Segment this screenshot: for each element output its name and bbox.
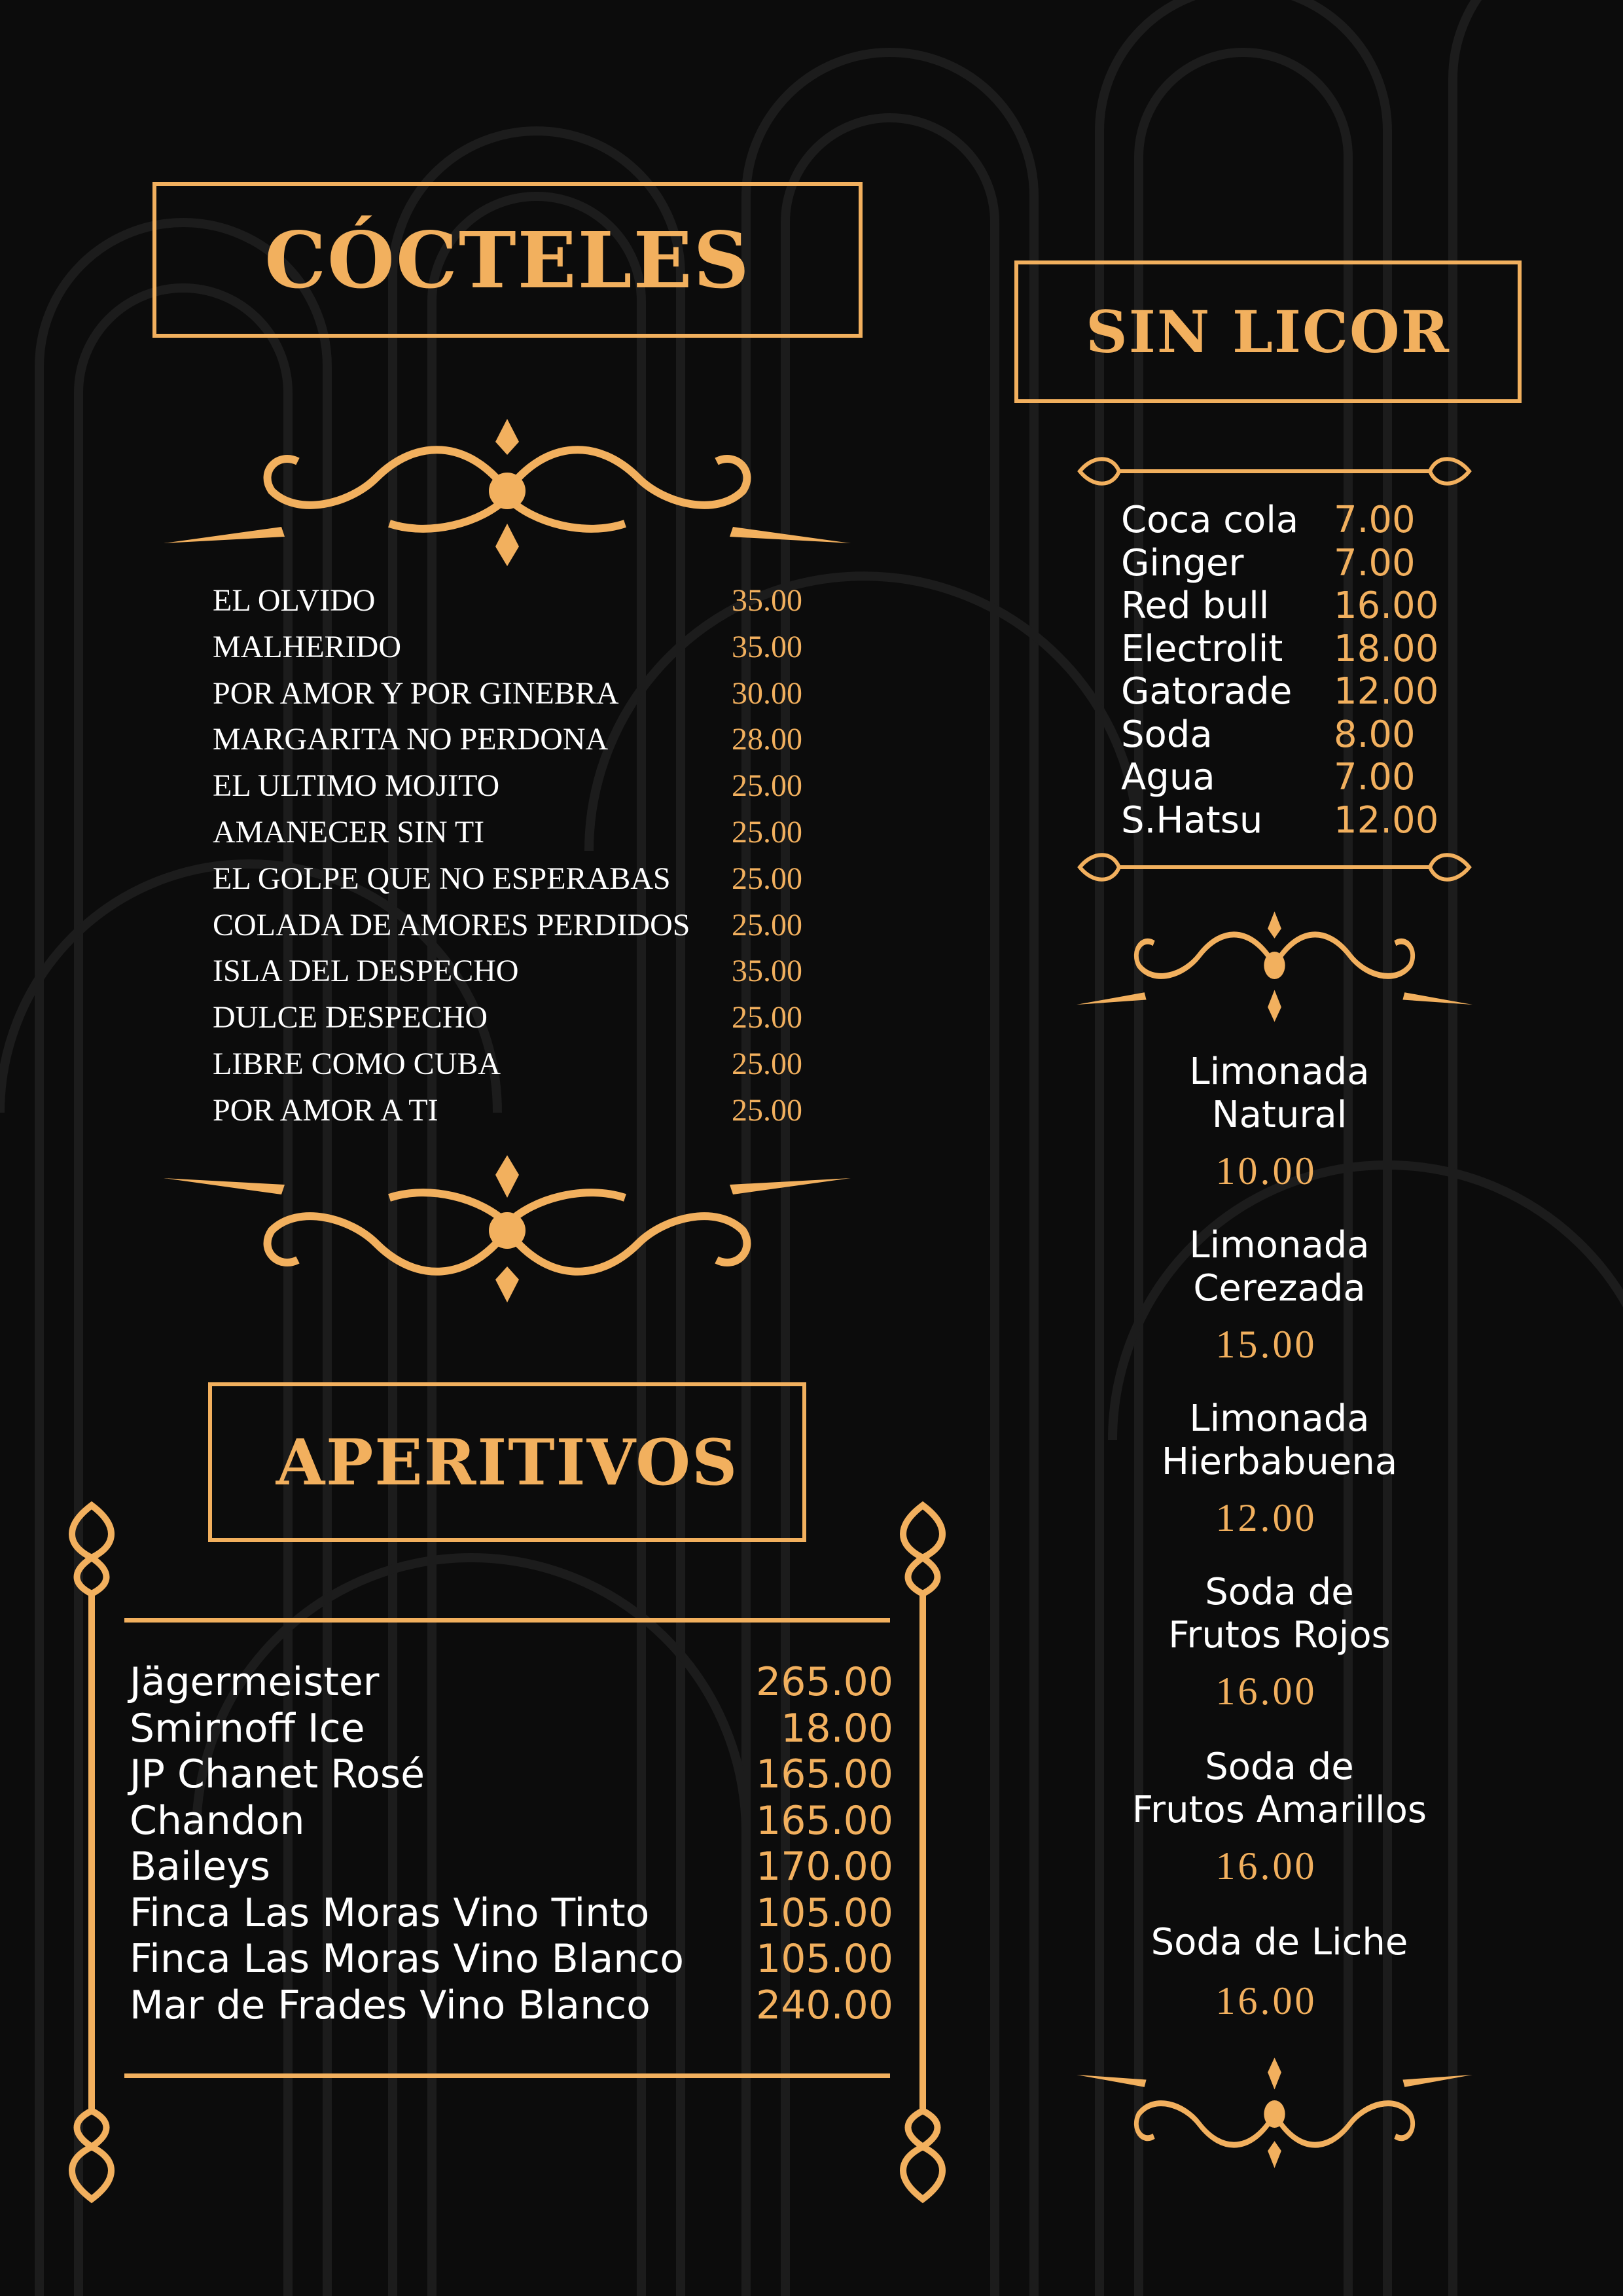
special-drink-name-line1: Soda de: [1205, 1571, 1354, 1613]
cocteles-title: CÓCTELES: [264, 214, 751, 306]
special-drink-name-line2: Cerezada: [1193, 1267, 1366, 1310]
soft-drink-name: Ginger: [1121, 541, 1244, 584]
cocktail-price: 35.00: [732, 583, 802, 618]
cocteles-title-box: [152, 182, 863, 338]
aperitivo-name: Finca Las Moras Vino Blanco: [130, 1936, 684, 1982]
soft-drink-price: 8.00: [1334, 713, 1416, 756]
aperitivo-name: Jägermeister: [130, 1659, 380, 1705]
aperitivo-name: Mar de Frades Vino Blanco: [130, 1982, 651, 2028]
filigree-finial-icon: [59, 1499, 124, 2206]
aperitivos-title-box: [208, 1382, 806, 1542]
cocktail-price: 35.00: [732, 629, 802, 664]
soft-drink-name: Red bull: [1121, 584, 1270, 627]
cocktail-name: EL OLVIDO: [213, 583, 376, 618]
soft-drink-price: 16.00: [1334, 584, 1439, 627]
cocktail-name: EL GOLPE QUE NO ESPERABAS: [213, 861, 671, 896]
cocktail-name: EL ULTIMO MOJITO: [213, 768, 500, 804]
cocktail-price: 30.00: [732, 675, 802, 711]
soft-drink-price: 18.00: [1334, 627, 1439, 670]
cocktail-name: MALHERIDO: [213, 629, 401, 664]
soft-drink-name: Agua: [1121, 756, 1215, 798]
cocktail-price: 25.00: [732, 1047, 802, 1081]
flourish-divider-icon: [1077, 2055, 1472, 2173]
soft-drink-price: 12.00: [1334, 798, 1439, 842]
flourish-divider-icon: [1077, 906, 1472, 1024]
cocktail-name: POR AMOR A TI: [213, 1092, 438, 1128]
aperitivo-name: JP Chanet Rosé: [130, 1751, 425, 1797]
soft-drink-name: Gatorade: [1121, 670, 1293, 713]
cocktail-name: MARGARITA NO PERDONA: [213, 722, 609, 757]
aperitivo-price: 105.00: [756, 1890, 893, 1936]
cocktail-price: 25.00: [732, 907, 802, 942]
cocktail-price: 25.00: [732, 1092, 802, 1128]
cocktail-name: COLADA DE AMORES PERDIDOS: [213, 907, 690, 942]
flourish-rule-icon: [1073, 452, 1476, 491]
special-drink-name-line2: Hierbabuena: [1161, 1441, 1398, 1483]
soft-drink-name: S.Hatsu: [1121, 798, 1263, 842]
flourish-rule-icon: [1073, 848, 1476, 887]
cocktail-name: AMANECER SIN TI: [213, 815, 485, 850]
soft-drink-price: 7.00: [1334, 499, 1416, 541]
filigree-finial-icon: [890, 1499, 955, 2206]
aperitivo-price: 265.00: [756, 1659, 893, 1705]
soft-drink-name: Coca cola: [1121, 499, 1299, 541]
soft-drink-price: 12.00: [1334, 670, 1439, 713]
special-drink-price: 16.00: [1215, 1844, 1317, 1888]
flourish-divider-icon: [164, 412, 851, 569]
aperitivo-price: 170.00: [756, 1844, 893, 1890]
cocktail-name: LIBRE COMO CUBA: [213, 1047, 501, 1081]
aperitivo-price: 165.00: [756, 1797, 893, 1844]
special-drink-name-line2: Frutos Amarillos: [1132, 1789, 1427, 1831]
aperitivo-price: 240.00: [756, 1982, 893, 2028]
cocktail-name: ISLA DEL DESPECHO: [213, 954, 519, 989]
cocktail-price: 25.00: [732, 768, 802, 804]
aperitivo-name: Smirnoff Ice: [130, 1705, 365, 1751]
cocktail-price: 25.00: [732, 1000, 802, 1035]
special-drink-price: 12.00: [1215, 1496, 1317, 1539]
sin-licor-title-box: [1014, 260, 1522, 403]
special-drink-name-line1: Soda de Liche: [1150, 1921, 1408, 1964]
cocktail-name: POR AMOR Y POR GINEBRA: [213, 675, 619, 711]
cocktail-price: 25.00: [732, 861, 802, 896]
aperitivo-name: Baileys: [130, 1844, 270, 1890]
cocktail-price: 25.00: [732, 815, 802, 850]
aperitivo-name: Finca Las Moras Vino Tinto: [130, 1890, 650, 1936]
soft-drink-name: Soda: [1121, 713, 1213, 756]
cocktail-name: DULCE DESPECHO: [213, 1000, 488, 1035]
cocktail-price: 28.00: [732, 722, 802, 757]
flourish-divider-icon: [164, 1152, 851, 1309]
aperitivos-title: APERITIVOS: [276, 1425, 739, 1499]
soft-drink-name: Electrolit: [1121, 627, 1283, 670]
aperitivos-top-rule: [124, 1618, 890, 1623]
special-drink-name-line1: Limonada: [1189, 1050, 1370, 1093]
special-drink-name-line1: Limonada: [1189, 1224, 1370, 1266]
special-drink-name-line2: Natural: [1211, 1094, 1347, 1136]
aperitivo-price: 165.00: [756, 1751, 893, 1797]
special-drink-price: 16.00: [1215, 1670, 1317, 1713]
special-drink-price: 10.00: [1215, 1149, 1317, 1193]
cocktail-price: 35.00: [732, 954, 802, 989]
soft-drink-price: 7.00: [1334, 541, 1416, 584]
aperitivo-price: 105.00: [756, 1936, 893, 1982]
soft-drink-price: 7.00: [1334, 756, 1416, 798]
special-drink-price: 15.00: [1215, 1323, 1317, 1366]
aperitivo-name: Chandon: [130, 1797, 305, 1844]
special-drink-name-line2: Frutos Rojos: [1168, 1614, 1391, 1657]
aperitivo-price: 18.00: [781, 1705, 893, 1751]
aperitivos-bottom-rule: [124, 2073, 890, 2078]
special-drink-name-line1: Soda de: [1205, 1746, 1354, 1788]
sin-licor-title: SIN LICOR: [1086, 298, 1450, 366]
special-drink-name-line1: Limonada: [1189, 1397, 1370, 1440]
special-drink-price: 16.00: [1215, 1979, 1317, 2022]
